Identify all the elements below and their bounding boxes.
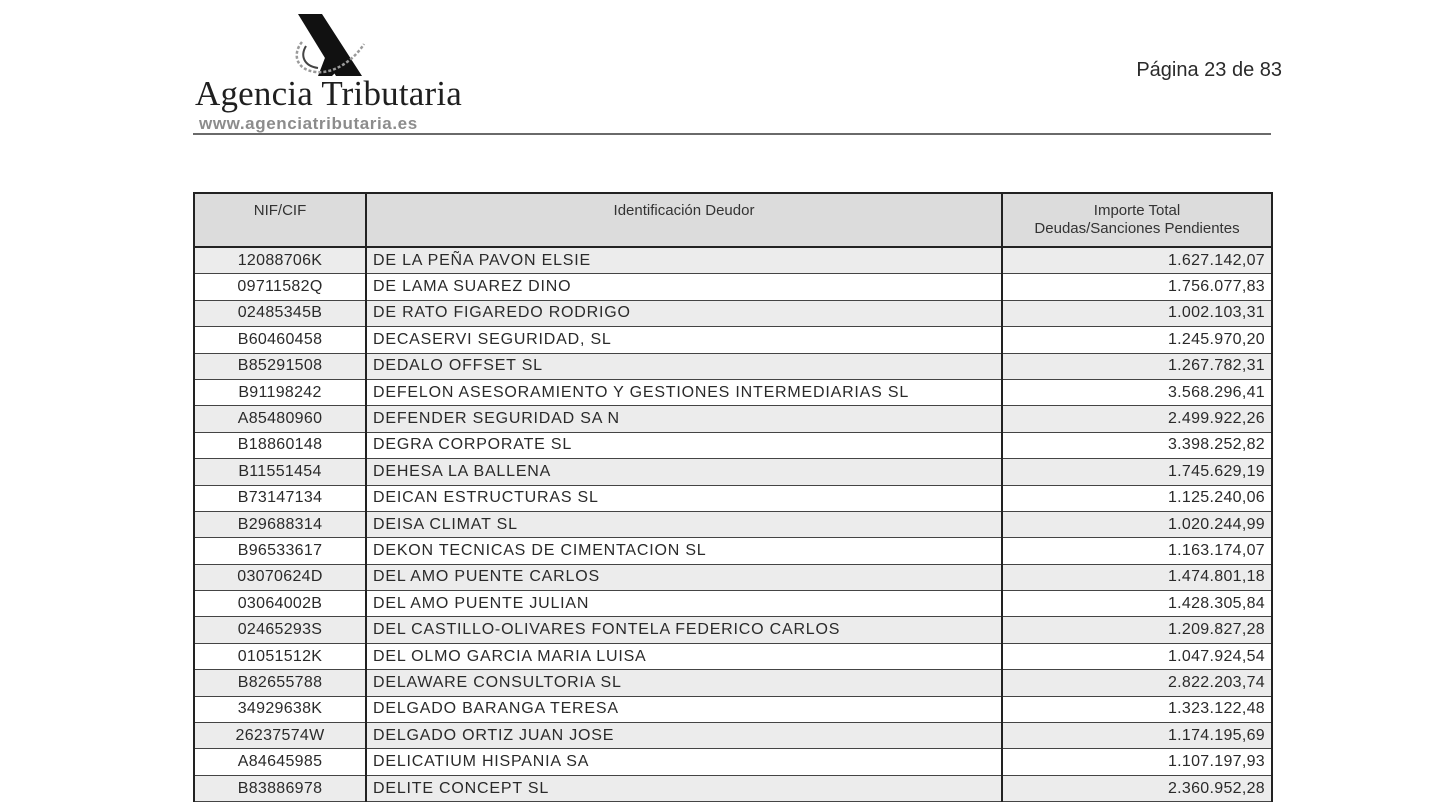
cell-nif: B73147134 <box>194 485 366 511</box>
table-row <box>194 723 1272 749</box>
cell-amount: 1.428.305,84 <box>1002 591 1272 617</box>
cell-nif: B96533617 <box>194 538 366 564</box>
cell-debtor-name: DEFELON ASESORAMIENTO Y GESTIONES INTERMEDIARIAS SL <box>366 379 1002 405</box>
table-row <box>194 406 1272 432</box>
cell-amount: 1.125.240,06 <box>1002 485 1272 511</box>
cell-nif: B18860148 <box>194 432 366 458</box>
cell-nif: B85291508 <box>194 353 366 379</box>
cell-nif: B83886978 <box>194 775 366 801</box>
table-row <box>194 379 1272 405</box>
cell-amount: 1.107.197,93 <box>1002 749 1272 775</box>
cell-amount: 1.323.122,48 <box>1002 696 1272 722</box>
cell-nif: A85480960 <box>194 406 366 432</box>
cell-amount: 1.745.629,19 <box>1002 459 1272 485</box>
table-row <box>194 432 1272 458</box>
table-row <box>194 775 1272 801</box>
cell-amount: 1.174.195,69 <box>1002 723 1272 749</box>
cell-amount: 2.822.203,74 <box>1002 670 1272 696</box>
table-row <box>194 511 1272 537</box>
cell-debtor-name: DELAWARE CONSULTORIA SL <box>366 670 1002 696</box>
cell-nif: 02465293S <box>194 617 366 643</box>
cell-nif: 34929638K <box>194 696 366 722</box>
cell-amount: 2.360.952,28 <box>1002 775 1272 801</box>
table-row <box>194 247 1272 274</box>
table-row <box>194 300 1272 326</box>
cell-nif: 26237574W <box>194 723 366 749</box>
cell-nif: 09711582Q <box>194 274 366 300</box>
cell-debtor-name: DEDALO OFFSET SL <box>366 353 1002 379</box>
cell-debtor-name: DELICATIUM HISPANIA SA <box>366 749 1002 775</box>
cell-debtor-name: DELGADO ORTIZ JUAN JOSE <box>366 723 1002 749</box>
column-header-nif: NIF/CIF <box>194 193 366 247</box>
agency-url: www.agenciatributaria.es <box>199 114 418 133</box>
table-row <box>194 749 1272 775</box>
cell-amount: 1.474.801,18 <box>1002 564 1272 590</box>
table-row <box>194 485 1272 511</box>
cell-amount: 1.245.970,20 <box>1002 327 1272 353</box>
cell-nif: 03070624D <box>194 564 366 590</box>
cell-debtor-name: DELGADO BARANGA TERESA <box>366 696 1002 722</box>
cell-nif: B91198242 <box>194 379 366 405</box>
cell-debtor-name: DE LAMA SUAREZ DINO <box>366 274 1002 300</box>
cell-nif: B60460458 <box>194 327 366 353</box>
agencia-tributaria-logo-icon <box>288 12 368 82</box>
cell-amount: 1.002.103,31 <box>1002 300 1272 326</box>
table-body <box>194 247 1272 802</box>
cell-nif: 12088706K <box>194 247 366 274</box>
table-row <box>194 274 1272 300</box>
cell-amount: 2.499.922,26 <box>1002 406 1272 432</box>
cell-amount: 1.209.827,28 <box>1002 617 1272 643</box>
cell-amount: 1.020.244,99 <box>1002 511 1272 537</box>
cell-debtor-name: DEICAN ESTRUCTURAS SL <box>366 485 1002 511</box>
cell-nif: 01051512K <box>194 643 366 669</box>
cell-amount: 3.398.252,82 <box>1002 432 1272 458</box>
agency-name: Agencia Tributaria <box>195 74 463 113</box>
cell-debtor-name: DEISA CLIMAT SL <box>366 511 1002 537</box>
table-row <box>194 538 1272 564</box>
cell-debtor-name: DECASERVI SEGURIDAD, SL <box>366 327 1002 353</box>
cell-debtor-name: DELITE CONCEPT SL <box>366 775 1002 801</box>
cell-amount: 3.568.296,41 <box>1002 379 1272 405</box>
table-row <box>194 670 1272 696</box>
cell-amount: 1.267.782,31 <box>1002 353 1272 379</box>
table-row <box>194 617 1272 643</box>
cell-debtor-name: DEKON TECNICAS DE CIMENTACION SL <box>366 538 1002 564</box>
cell-nif: 03064002B <box>194 591 366 617</box>
debtors-table <box>193 192 1273 802</box>
table-row <box>194 591 1272 617</box>
page-number: Página 23 de 83 <box>1136 59 1282 81</box>
table-row <box>194 696 1272 722</box>
cell-debtor-name: DE LA PEÑA PAVON ELSIE <box>366 247 1002 274</box>
cell-debtor-name: DEL CASTILLO-OLIVARES FONTELA FEDERICO CARLOS <box>366 617 1002 643</box>
table-row <box>194 564 1272 590</box>
table-header-row <box>194 193 1272 247</box>
table-row <box>194 459 1272 485</box>
column-header-amount-line2: Deudas/Sanciones Pendientes <box>1034 220 1240 237</box>
cell-nif: 02485345B <box>194 300 366 326</box>
cell-nif: A84645985 <box>194 749 366 775</box>
column-header-amount <box>1002 193 1272 247</box>
cell-debtor-name: DE RATO FIGAREDO RODRIGO <box>366 300 1002 326</box>
table-row <box>194 353 1272 379</box>
cell-debtor-name: DEL OLMO GARCIA MARIA LUISA <box>366 643 1002 669</box>
cell-debtor-name: DEFENDER SEGURIDAD SA N <box>366 406 1002 432</box>
cell-amount: 1.756.077,83 <box>1002 274 1272 300</box>
table-row <box>194 327 1272 353</box>
header-divider <box>193 133 1271 135</box>
cell-amount: 1.047.924,54 <box>1002 643 1272 669</box>
table-row <box>194 643 1272 669</box>
cell-debtor-name: DEHESA LA BALLENA <box>366 459 1002 485</box>
cell-nif: B11551454 <box>194 459 366 485</box>
column-header-debtor: Identificación Deudor <box>366 193 1002 247</box>
cell-amount: 1.163.174,07 <box>1002 538 1272 564</box>
cell-debtor-name: DEGRA CORPORATE SL <box>366 432 1002 458</box>
cell-debtor-name: DEL AMO PUENTE CARLOS <box>366 564 1002 590</box>
column-header-amount-line1: Importe Total <box>1093 202 1181 219</box>
cell-nif: B29688314 <box>194 511 366 537</box>
cell-nif: B82655788 <box>194 670 366 696</box>
cell-amount: 1.627.142,07 <box>1002 247 1272 274</box>
cell-debtor-name: DEL AMO PUENTE JULIAN <box>366 591 1002 617</box>
